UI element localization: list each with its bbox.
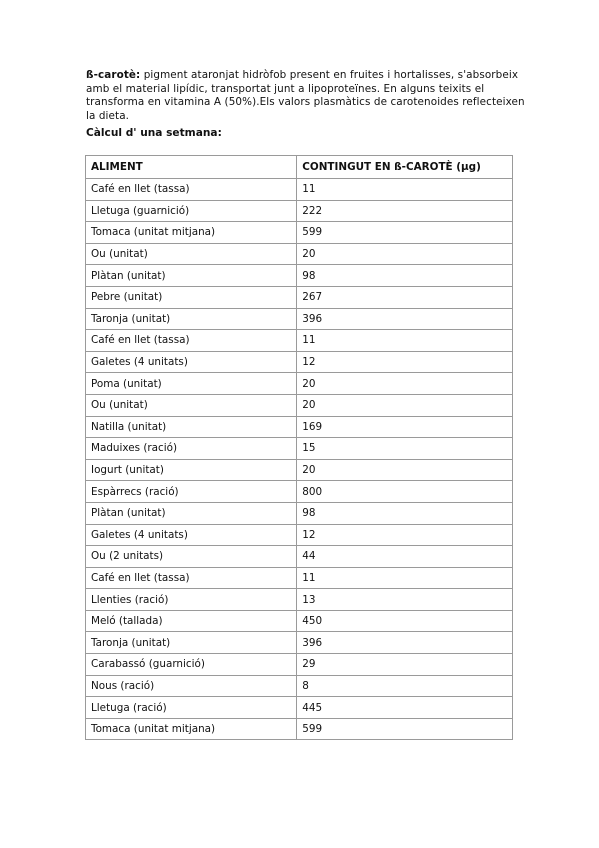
table-row bbox=[86, 373, 513, 395]
food-cell: Pebre (unitat) bbox=[86, 286, 297, 308]
food-cell: Ou (2 unitats) bbox=[86, 546, 297, 568]
table-row bbox=[86, 243, 513, 265]
table-row bbox=[86, 502, 513, 524]
table-row bbox=[86, 546, 513, 568]
food-cell: Café en llet (tassa) bbox=[86, 179, 297, 201]
carotene-value-cell: 599 bbox=[297, 718, 513, 740]
header-food: ALIMENT bbox=[86, 156, 297, 179]
food-cell: Plàtan (unitat) bbox=[86, 265, 297, 287]
food-cell: Nous (ració) bbox=[86, 675, 297, 697]
carotene-value-cell: 98 bbox=[297, 502, 513, 524]
carotene-value-cell: 450 bbox=[297, 610, 513, 632]
carotene-value-cell: 12 bbox=[297, 351, 513, 373]
carotene-value-cell: 98 bbox=[297, 265, 513, 287]
food-cell: Plàtan (unitat) bbox=[86, 502, 297, 524]
table-row bbox=[86, 330, 513, 352]
table-row bbox=[86, 524, 513, 546]
table-row bbox=[86, 610, 513, 632]
food-cell: Carabassó (guarnició) bbox=[86, 654, 297, 676]
food-cell: Natilla (unitat) bbox=[86, 416, 297, 438]
food-cell: Taronja (unitat) bbox=[86, 632, 297, 654]
table-row bbox=[86, 459, 513, 481]
intro-text: pigment ataronjat hidròfob present en fruites i hortalisses, s'absorbeix amb el material lipídic, transportat junt a lipoproteïnes. En alguns teixits el transforma en vitamina A (50%).Els valors plasmàtics de carotenoides reflecteixen la dieta. bbox=[86, 69, 525, 122]
food-cell: Meló (tallada) bbox=[86, 610, 297, 632]
food-cell: Tomaca (unitat mitjana) bbox=[86, 718, 297, 740]
table-row bbox=[86, 179, 513, 201]
table-body bbox=[86, 179, 513, 740]
carotene-value-cell: 267 bbox=[297, 286, 513, 308]
food-cell: Lletuga (guarnició) bbox=[86, 200, 297, 222]
carotene-value-cell: 44 bbox=[297, 546, 513, 568]
table-row bbox=[86, 675, 513, 697]
carotene-value-cell: 29 bbox=[297, 654, 513, 676]
intro-term: ß-carotè: bbox=[86, 69, 141, 81]
food-cell: Taronja (unitat) bbox=[86, 308, 297, 330]
header-content: CONTINGUT EN ß-CAROTÈ (µg) bbox=[297, 156, 513, 179]
table-row bbox=[86, 654, 513, 676]
carotene-value-cell: 11 bbox=[297, 179, 513, 201]
table-row bbox=[86, 308, 513, 330]
carotene-value-cell: 11 bbox=[297, 330, 513, 352]
carotene-value-cell: 20 bbox=[297, 373, 513, 395]
beta-carotene-table bbox=[85, 155, 513, 740]
food-cell: Galetes (4 unitats) bbox=[86, 351, 297, 373]
table-row bbox=[86, 394, 513, 416]
carotene-value-cell: 8 bbox=[297, 675, 513, 697]
table-row bbox=[86, 632, 513, 654]
table-row bbox=[86, 718, 513, 740]
food-cell: Poma (unitat) bbox=[86, 373, 297, 395]
carotene-value-cell: 169 bbox=[297, 416, 513, 438]
table-row bbox=[86, 286, 513, 308]
carotene-value-cell: 13 bbox=[297, 589, 513, 611]
carotene-value-cell: 396 bbox=[297, 308, 513, 330]
carotene-value-cell: 599 bbox=[297, 222, 513, 244]
food-cell: Maduixes (ració) bbox=[86, 438, 297, 460]
food-cell: Café en llet (tassa) bbox=[86, 330, 297, 352]
carotene-value-cell: 445 bbox=[297, 697, 513, 719]
food-cell: Ou (unitat) bbox=[86, 243, 297, 265]
table-header-row bbox=[86, 156, 513, 179]
carotene-value-cell: 20 bbox=[297, 459, 513, 481]
carotene-value-cell: 20 bbox=[297, 243, 513, 265]
food-cell: Lletuga (ració) bbox=[86, 697, 297, 719]
carotene-value-cell: 800 bbox=[297, 481, 513, 503]
table-row bbox=[86, 589, 513, 611]
food-cell: Tomaca (unitat mitjana) bbox=[86, 222, 297, 244]
carotene-value-cell: 396 bbox=[297, 632, 513, 654]
table-row bbox=[86, 416, 513, 438]
table-row bbox=[86, 697, 513, 719]
intro-paragraph bbox=[86, 69, 526, 123]
carotene-value-cell: 20 bbox=[297, 394, 513, 416]
food-cell: Ou (unitat) bbox=[86, 394, 297, 416]
section-subtitle: Càlcul d' una setmana: bbox=[86, 127, 222, 139]
food-cell: Café en llet (tassa) bbox=[86, 567, 297, 589]
carotene-value-cell: 11 bbox=[297, 567, 513, 589]
table-row bbox=[86, 351, 513, 373]
table-row bbox=[86, 567, 513, 589]
carotene-value-cell: 12 bbox=[297, 524, 513, 546]
table-row bbox=[86, 438, 513, 460]
table-row bbox=[86, 265, 513, 287]
table-row bbox=[86, 222, 513, 244]
food-cell: Espàrrecs (ració) bbox=[86, 481, 297, 503]
carotene-value-cell: 15 bbox=[297, 438, 513, 460]
carotene-value-cell: 222 bbox=[297, 200, 513, 222]
table-row bbox=[86, 200, 513, 222]
food-cell: Galetes (4 unitats) bbox=[86, 524, 297, 546]
table-row bbox=[86, 481, 513, 503]
food-cell: Iogurt (unitat) bbox=[86, 459, 297, 481]
food-cell: Llenties (ració) bbox=[86, 589, 297, 611]
